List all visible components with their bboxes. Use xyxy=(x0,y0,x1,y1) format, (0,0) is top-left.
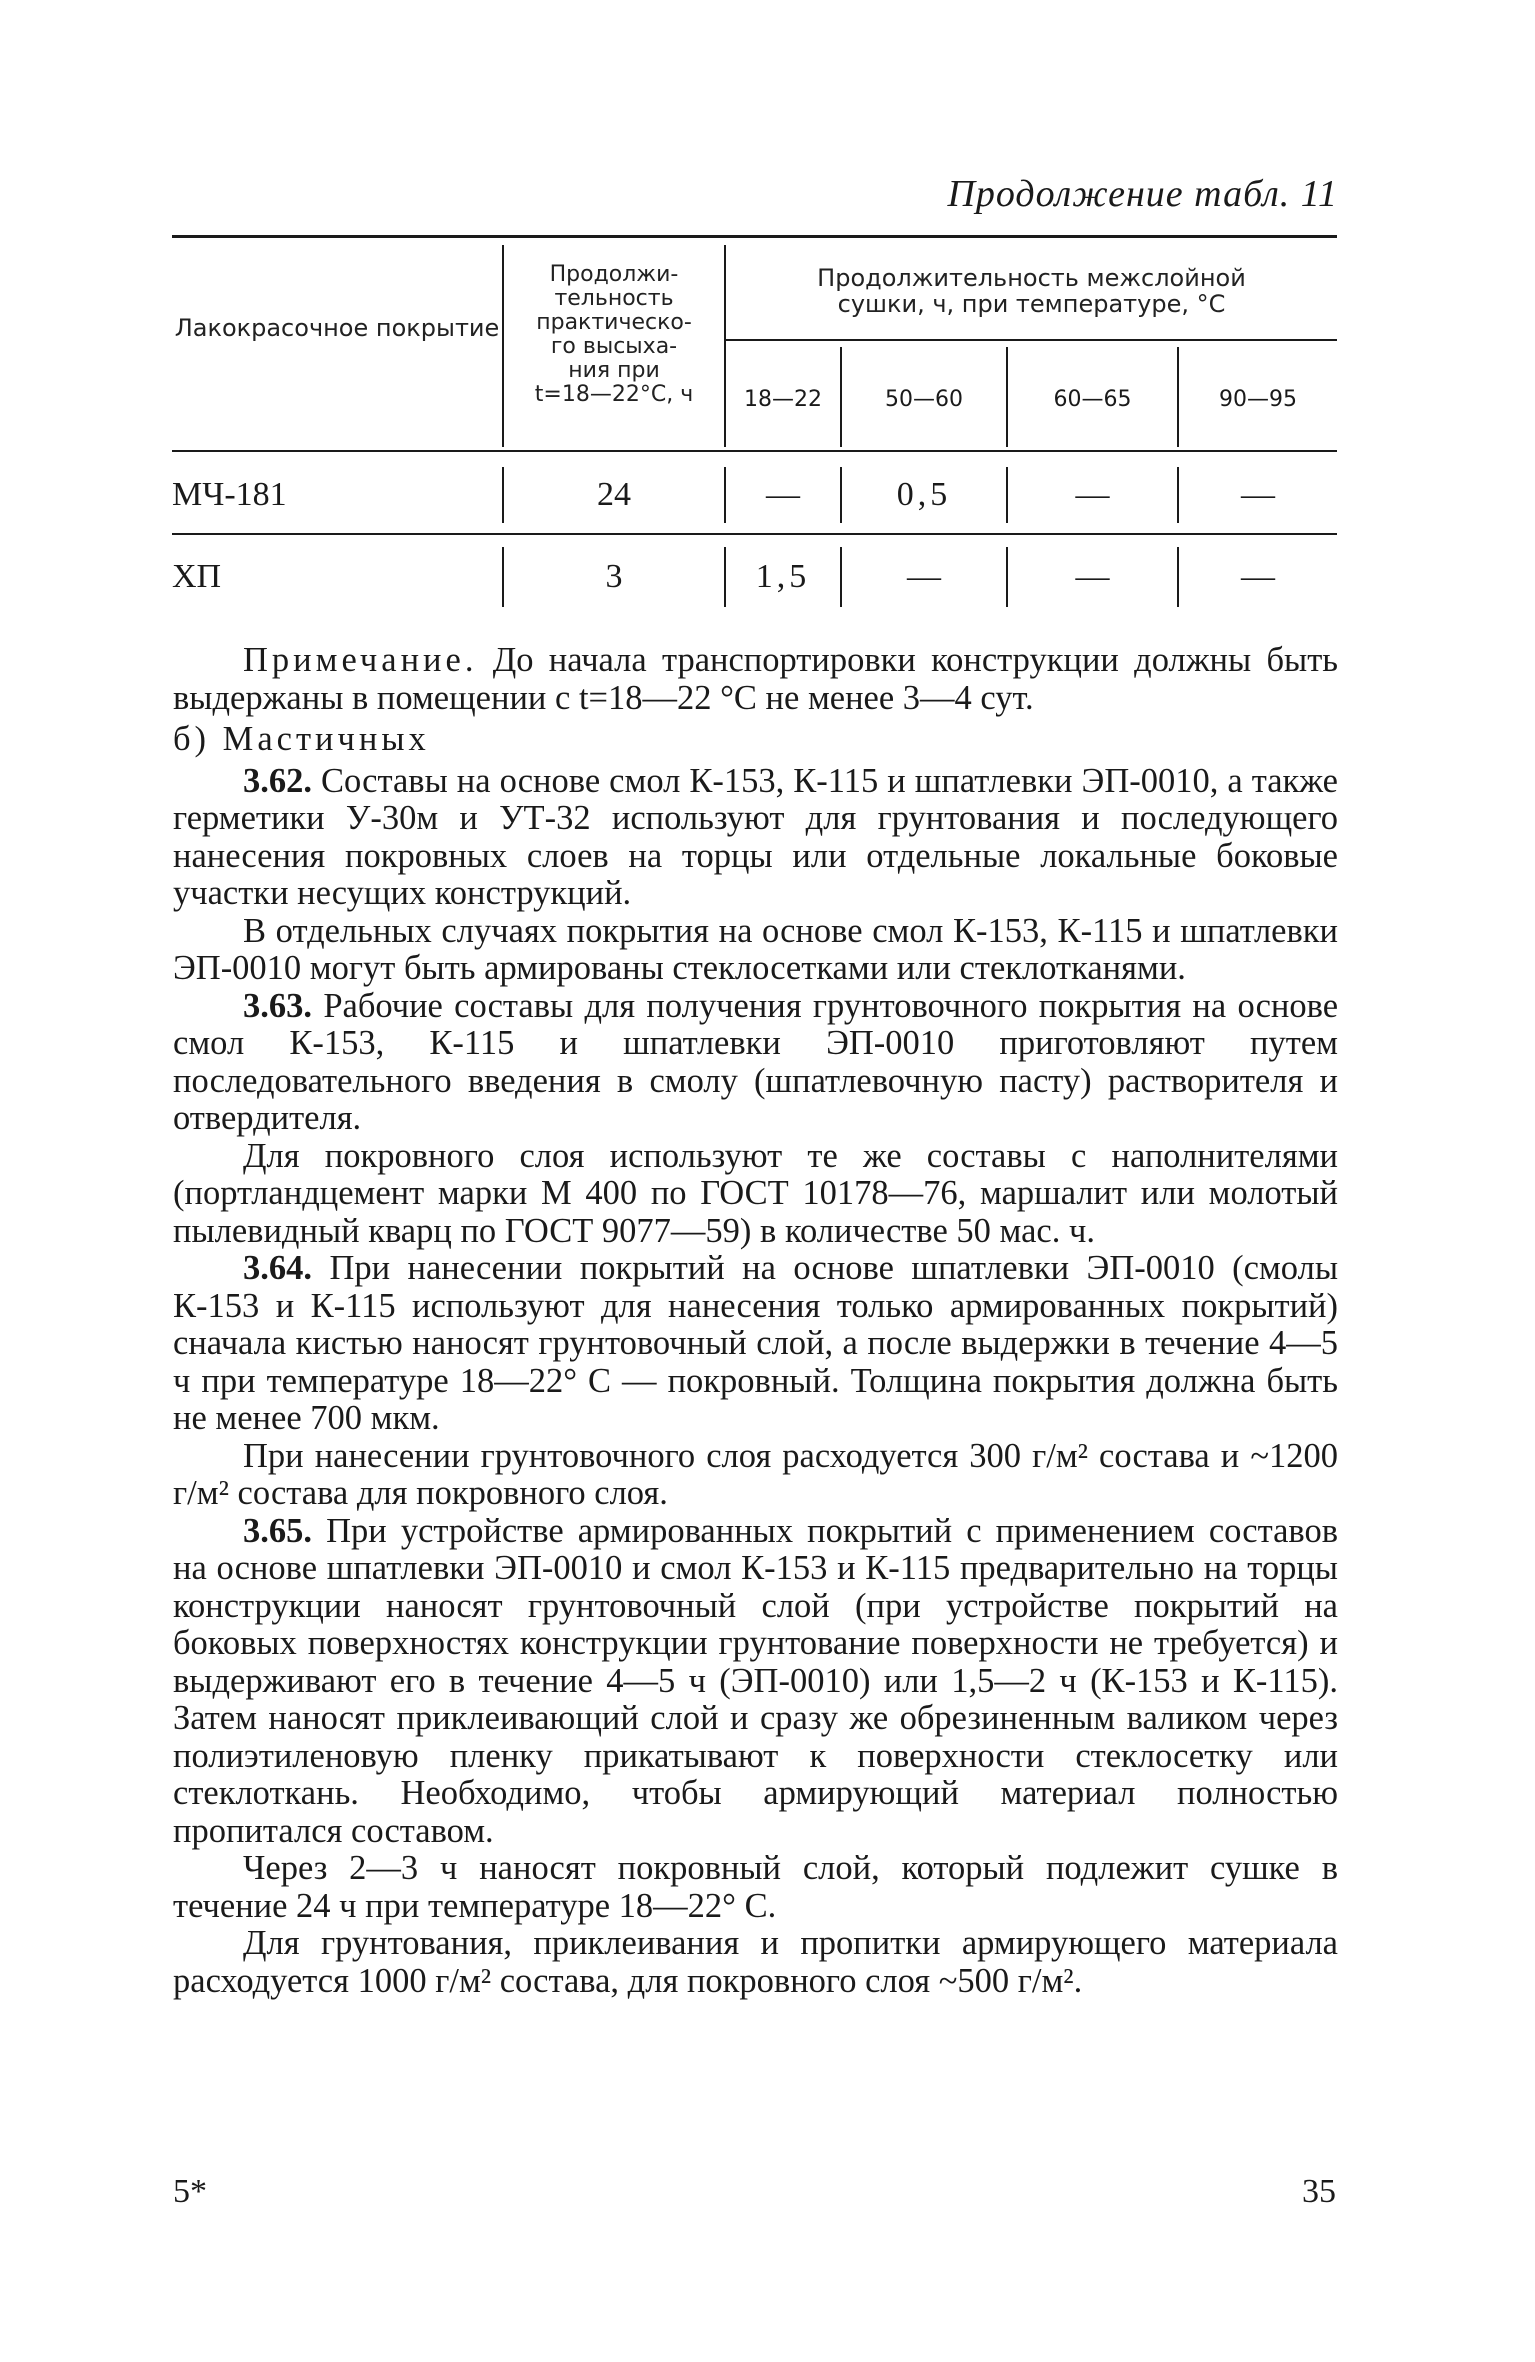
col-header-coating: Лакокрасочное покрытие xyxy=(174,314,500,342)
row-divider xyxy=(172,533,1337,535)
temp-header: 18—22 xyxy=(744,387,822,412)
header-line: t=18—22°С, ч xyxy=(534,382,694,407)
paragraph-text: При нанесении грунтовочного слоя расходуется 300 г/м² состава и ~1200 г/м² состава для покровного слоя. xyxy=(173,1436,1338,1512)
table-top-rule xyxy=(172,235,1337,238)
table-cell: — xyxy=(1075,476,1110,513)
paragraph-text: Для покровного слоя используют те же составы с наполнителями (портландцемент марки М 400 по ГОСТ 10178—76, маршалит или молотый пылевидный кварц по ГОСТ 9077—59) в количестве 50 мас. ч. xyxy=(173,1136,1338,1250)
header-line: го высыха- xyxy=(550,334,678,359)
running-head: Продолжение табл. 11 xyxy=(947,173,1338,215)
paragraph-number: 3.62. xyxy=(243,761,312,800)
paragraph xyxy=(173,1138,1338,1251)
paragraph-text: В отдельных случаях покрытия на основе смол К-153, К-115 и шпатлевки ЭП-0010 могут быть армированы стеклосетками или стеклотканями. xyxy=(173,911,1338,987)
table-cell: — xyxy=(1075,558,1110,595)
col-header-dry-time xyxy=(504,263,724,407)
group-header-interlayer xyxy=(726,265,1337,317)
paragraph-text: При устройстве армированных покрытий с применением составов на основе шпатлевки ЭП-0010 и смол К-153 и К-115 предварительно на торцы конструкции наносят грунтовочный слой (при устройстве покрытий на боковых поверхностях конструкции грунтование поверхности не требуется) и выдерживают его в течение 4—5 ч (ЭП-0010) или 1,5—2 ч (К-153 и К-115). Затем наносят приклеивающий слой и сразу же обрезиненным валиком через полиэтиленовую пленку прикатывают к поверхности стеклосетку или стеклоткань. Необходимо, чтобы армирующий материал полностью пропитался составом. xyxy=(173,1511,1339,1850)
temp-header: 90—95 xyxy=(1219,387,1297,412)
table-cell: 24 xyxy=(597,476,631,513)
paragraph xyxy=(173,1925,1338,2000)
paragraph xyxy=(173,988,1338,1138)
paragraph-number: 3.65. xyxy=(243,1511,312,1550)
section-subheading: б) Мастичных xyxy=(173,720,430,758)
paragraph-number: 3.63. xyxy=(243,986,312,1025)
header-line: практическо- xyxy=(536,310,692,335)
page-number: 35 xyxy=(1302,2173,1336,2210)
table-cell: 0,5 xyxy=(896,476,952,513)
body-text xyxy=(173,642,1338,2000)
table-cell: — xyxy=(1241,476,1275,513)
paragraph-text: Через 2—3 ч наносят покровный слой, который подлежит сушке в течение 24 ч при температуре 18—22° С. xyxy=(173,1849,1338,1925)
group-header-rule xyxy=(724,339,1337,341)
header-line: Продолжи- xyxy=(549,262,679,287)
header-line: сушки, ч, при температуре, °С xyxy=(837,290,1226,318)
header-line: Продолжительность межслойной xyxy=(817,264,1246,292)
paragraph-text: Рабочие составы для получения грунтовочного покрытия на основе смол К-153, К-115 и шпатлевки ЭП-0010 приготовляют путем последовательного введения в смолу (шпатлевочную пасту) растворителя и отвердителя. xyxy=(173,986,1339,1137)
table-cell-name: ХП xyxy=(172,558,222,595)
header-bottom-rule xyxy=(172,450,1337,452)
table-cell: — xyxy=(766,476,800,513)
table-cell: — xyxy=(1241,558,1275,595)
paragraph xyxy=(173,1250,1338,1438)
paragraph xyxy=(173,1850,1338,1925)
note-label: Примечание. xyxy=(243,641,478,679)
temp-header: 60—65 xyxy=(1053,387,1132,412)
header-line: тельность xyxy=(554,286,674,311)
paragraph-text: Составы на основе смол К-153, К-115 и шпатлевки ЭП-0010, а также герметики У-30м и УТ-32 используют для грунтования и последующего нанесения покровных слоев на торцы или отдельные локальные боковые участки несущих конструкций. xyxy=(173,761,1338,912)
table-cell-name: МЧ-181 xyxy=(172,476,287,513)
paragraph xyxy=(173,1438,1338,1513)
table-cell: 1,5 xyxy=(755,558,811,595)
note-text: До начала транспортировки конструкции должны быть выдержаны в помещении с t=18—22 °С не менее 3—4 сут. xyxy=(173,641,1339,717)
signature-mark: 5* xyxy=(173,2173,207,2210)
paragraph xyxy=(173,763,1338,913)
table-cell: — xyxy=(907,558,941,595)
paragraph xyxy=(173,1513,1338,1851)
note-paragraph xyxy=(173,642,1338,717)
paragraph xyxy=(173,913,1338,988)
temp-header: 50—60 xyxy=(885,387,963,412)
header-line: ния при xyxy=(568,358,660,383)
paragraph-text: При нанесении покрытий на основе шпатлевки ЭП-0010 (смолы К-153 и К-115 используют для нанесения только армированных покрытий) сначала кистью наносят грунтовочный слой, а после выдержки в течение 4—5 ч при температуре 18—22° С — покровный. Толщина покрытия должна быть не менее 700 мкм. xyxy=(173,1249,1339,1437)
data-table xyxy=(172,235,1337,615)
table-cell: 3 xyxy=(605,558,623,595)
paragraph-text: Для грунтования, приклеивания и пропитки армирующего материала расходуется 1000 г/м² состава, для покровного слоя ~500 г/м². xyxy=(173,1924,1338,2000)
paragraph-number: 3.64. xyxy=(243,1249,312,1287)
